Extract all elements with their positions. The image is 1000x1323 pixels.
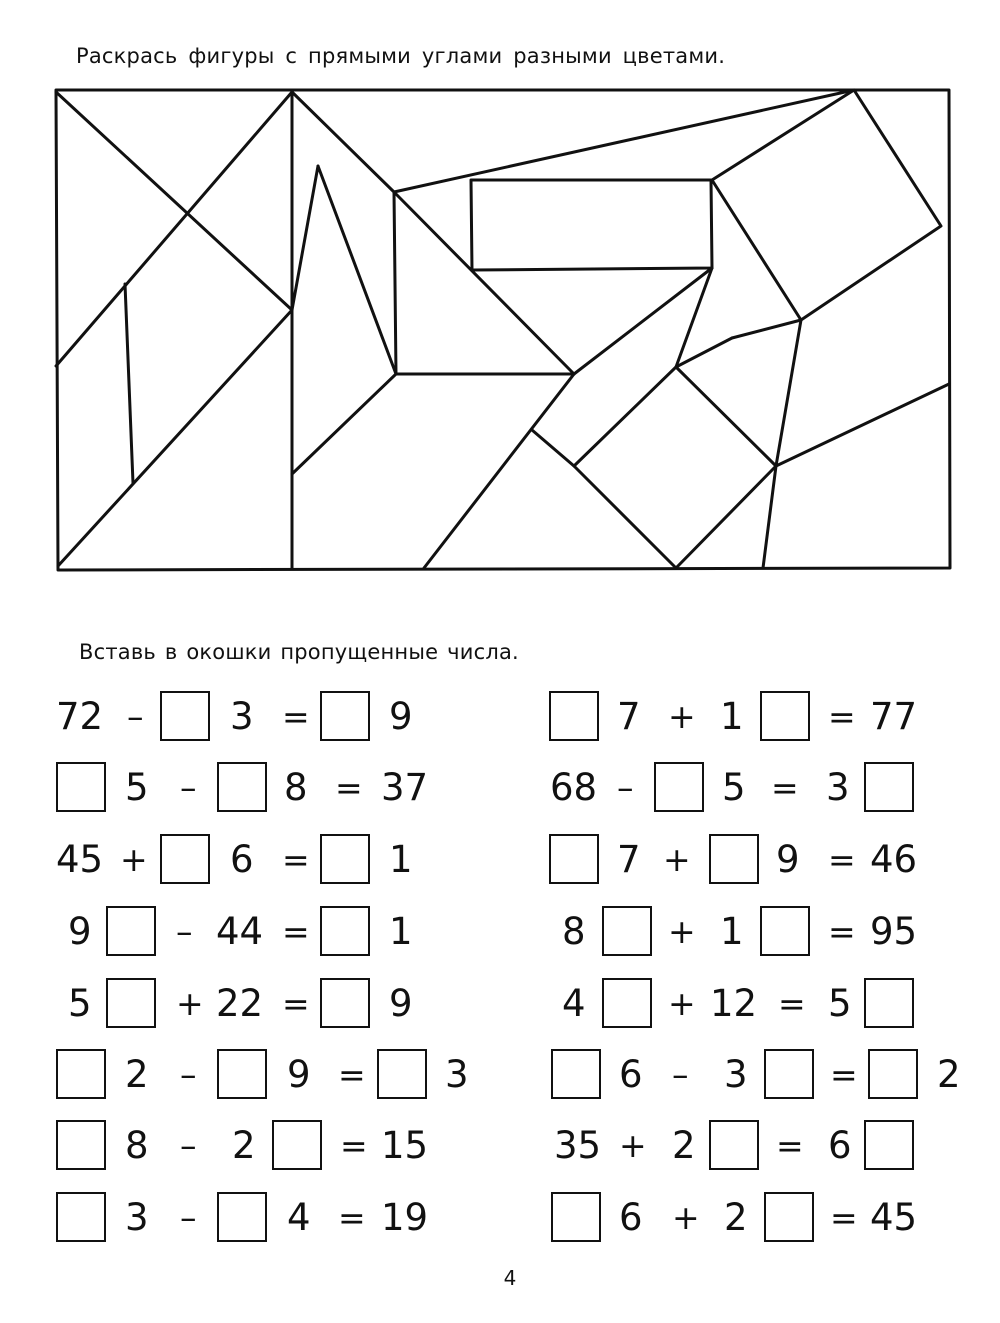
answer-box[interactable] [320, 834, 370, 884]
equation-operator: = [282, 912, 310, 951]
equation-number: 3 [230, 695, 254, 738]
answer-box[interactable] [217, 762, 267, 812]
equation-number: 2 [125, 1053, 149, 1096]
equation-number: 6 [828, 1124, 852, 1167]
equation-operator: + [120, 840, 148, 879]
equation-number: 95 [870, 910, 918, 953]
answer-box[interactable] [106, 906, 156, 956]
answer-box[interactable] [320, 978, 370, 1028]
answer-box[interactable] [864, 762, 914, 812]
equation-number: 68 [550, 766, 598, 809]
equation-number: 1 [389, 910, 413, 953]
equation-number: 7 [617, 695, 641, 738]
equation-number: 37 [381, 766, 429, 809]
answer-box[interactable] [551, 1049, 601, 1099]
equation-number: 8 [284, 766, 308, 809]
line [394, 192, 396, 374]
equation-number: 7 [617, 838, 641, 881]
answer-box[interactable] [551, 1192, 601, 1242]
equation-number: 44 [216, 910, 264, 953]
line [56, 92, 292, 366]
rectangle-shape [471, 180, 712, 270]
line [424, 374, 574, 568]
equation-number: 4 [562, 982, 586, 1025]
line [776, 320, 801, 466]
equation-operator: + [668, 697, 696, 736]
shapes-figure [54, 88, 952, 572]
equation-number: 72 [56, 695, 104, 738]
answer-box[interactable] [217, 1192, 267, 1242]
line [776, 384, 949, 466]
equation-number: 35 [554, 1124, 602, 1167]
equation-operator: – [672, 1055, 689, 1094]
coloring-instruction: Раскрась фигуры с прямыми углами разными цветами. [76, 44, 726, 68]
equation-operator: = [771, 768, 799, 807]
equation-operator: – [180, 1126, 197, 1165]
equation-number: 46 [870, 838, 918, 881]
answer-box[interactable] [272, 1120, 322, 1170]
equation-number: 5 [828, 982, 852, 1025]
equation-number: 3 [724, 1053, 748, 1096]
square-shape [712, 90, 941, 320]
answer-box[interactable] [56, 1120, 106, 1170]
answer-box[interactable] [602, 906, 652, 956]
equation-operator: = [830, 1198, 858, 1237]
equation-operator: – [617, 768, 634, 807]
equation-number: 9 [287, 1053, 311, 1096]
equation-number: 3 [125, 1196, 149, 1239]
answer-box[interactable] [654, 762, 704, 812]
equation-operator: = [340, 1126, 368, 1165]
equation-operator: – [180, 768, 197, 807]
equation-operator: = [338, 1055, 366, 1094]
equation-operator: = [282, 697, 310, 736]
equation-operator: + [672, 1198, 700, 1237]
equation-number: 8 [562, 910, 586, 953]
equation-number: 9 [389, 982, 413, 1025]
equation-number: 5 [68, 982, 92, 1025]
answer-box[interactable] [602, 978, 652, 1028]
answer-box[interactable] [217, 1049, 267, 1099]
answer-box[interactable] [760, 691, 810, 741]
answer-box[interactable] [864, 1120, 914, 1170]
equation-operator: = [335, 768, 363, 807]
equation-number: 15 [381, 1124, 429, 1167]
answer-box[interactable] [320, 691, 370, 741]
equation-operator: = [828, 697, 856, 736]
line [125, 284, 133, 483]
equation-number: 9 [389, 695, 413, 738]
line [532, 430, 574, 466]
equation-number: 77 [870, 695, 918, 738]
equation-operator: = [338, 1198, 366, 1237]
answer-box[interactable] [764, 1192, 814, 1242]
equation-number: 5 [722, 766, 746, 809]
equation-number: 8 [125, 1124, 149, 1167]
equation-number: 9 [776, 838, 800, 881]
equation-operator: = [830, 1055, 858, 1094]
diamond-shape [574, 367, 776, 568]
equation-operator: + [668, 912, 696, 951]
equation-number: 12 [710, 982, 758, 1025]
equation-operator: + [176, 984, 204, 1023]
equation-number: 4 [287, 1196, 311, 1239]
equation-operator: = [282, 984, 310, 1023]
answer-box[interactable] [709, 1120, 759, 1170]
line [292, 92, 394, 192]
equation-number: 6 [619, 1053, 643, 1096]
equation-operator: = [828, 912, 856, 951]
line [292, 166, 318, 310]
line [56, 92, 292, 310]
equation-number: 45 [56, 838, 104, 881]
equation-number: 5 [125, 766, 149, 809]
page-number: 4 [503, 1266, 517, 1290]
equation-number: 1 [720, 910, 744, 953]
equation-number: 6 [230, 838, 254, 881]
equation-operator: + [619, 1126, 647, 1165]
equation-operator: – [180, 1055, 197, 1094]
equation-operator: = [776, 1126, 804, 1165]
equation-number: 45 [870, 1196, 918, 1239]
equation-number: 9 [68, 910, 92, 953]
equation-number: 22 [216, 982, 264, 1025]
equation-number: 6 [619, 1196, 643, 1239]
equation-operator: = [778, 984, 806, 1023]
answer-box[interactable] [377, 1049, 427, 1099]
equation-number: 2 [724, 1196, 748, 1239]
line [732, 320, 801, 338]
answer-box[interactable] [764, 1049, 814, 1099]
line [318, 166, 396, 374]
equation-operator: – [127, 697, 144, 736]
answer-box[interactable] [709, 834, 759, 884]
answer-box[interactable] [160, 691, 210, 741]
answer-box[interactable] [549, 691, 599, 741]
line [763, 466, 776, 568]
equation-number: 2 [672, 1124, 696, 1167]
answer-box[interactable] [56, 1049, 106, 1099]
answer-box[interactable] [56, 762, 106, 812]
line [394, 192, 574, 374]
equation-number: 19 [381, 1196, 429, 1239]
answer-box[interactable] [320, 906, 370, 956]
line [394, 90, 854, 192]
equation-number: 1 [389, 838, 413, 881]
answer-box[interactable] [160, 834, 210, 884]
equation-number: 3 [445, 1053, 469, 1096]
line [292, 374, 396, 474]
equation-number: 2 [232, 1124, 256, 1167]
equation-operator: + [668, 984, 696, 1023]
answer-box[interactable] [56, 1192, 106, 1242]
equation-operator: – [176, 912, 193, 951]
line [58, 310, 292, 566]
equation-operator: = [282, 840, 310, 879]
answer-box[interactable] [106, 978, 156, 1028]
equation-number: 2 [937, 1053, 961, 1096]
equation-operator: + [663, 840, 691, 879]
answer-box[interactable] [760, 906, 810, 956]
missing-numbers-instruction: Вставь в окошки пропущенные числа. [79, 640, 519, 664]
equation-number: 1 [720, 695, 744, 738]
equation-operator: – [180, 1198, 197, 1237]
outer-frame [56, 90, 950, 570]
answer-box[interactable] [868, 1049, 918, 1099]
shapes-drawing [54, 88, 952, 572]
answer-box[interactable] [549, 834, 599, 884]
equation-number: 3 [826, 766, 850, 809]
answer-box[interactable] [864, 978, 914, 1028]
equation-operator: = [828, 840, 856, 879]
